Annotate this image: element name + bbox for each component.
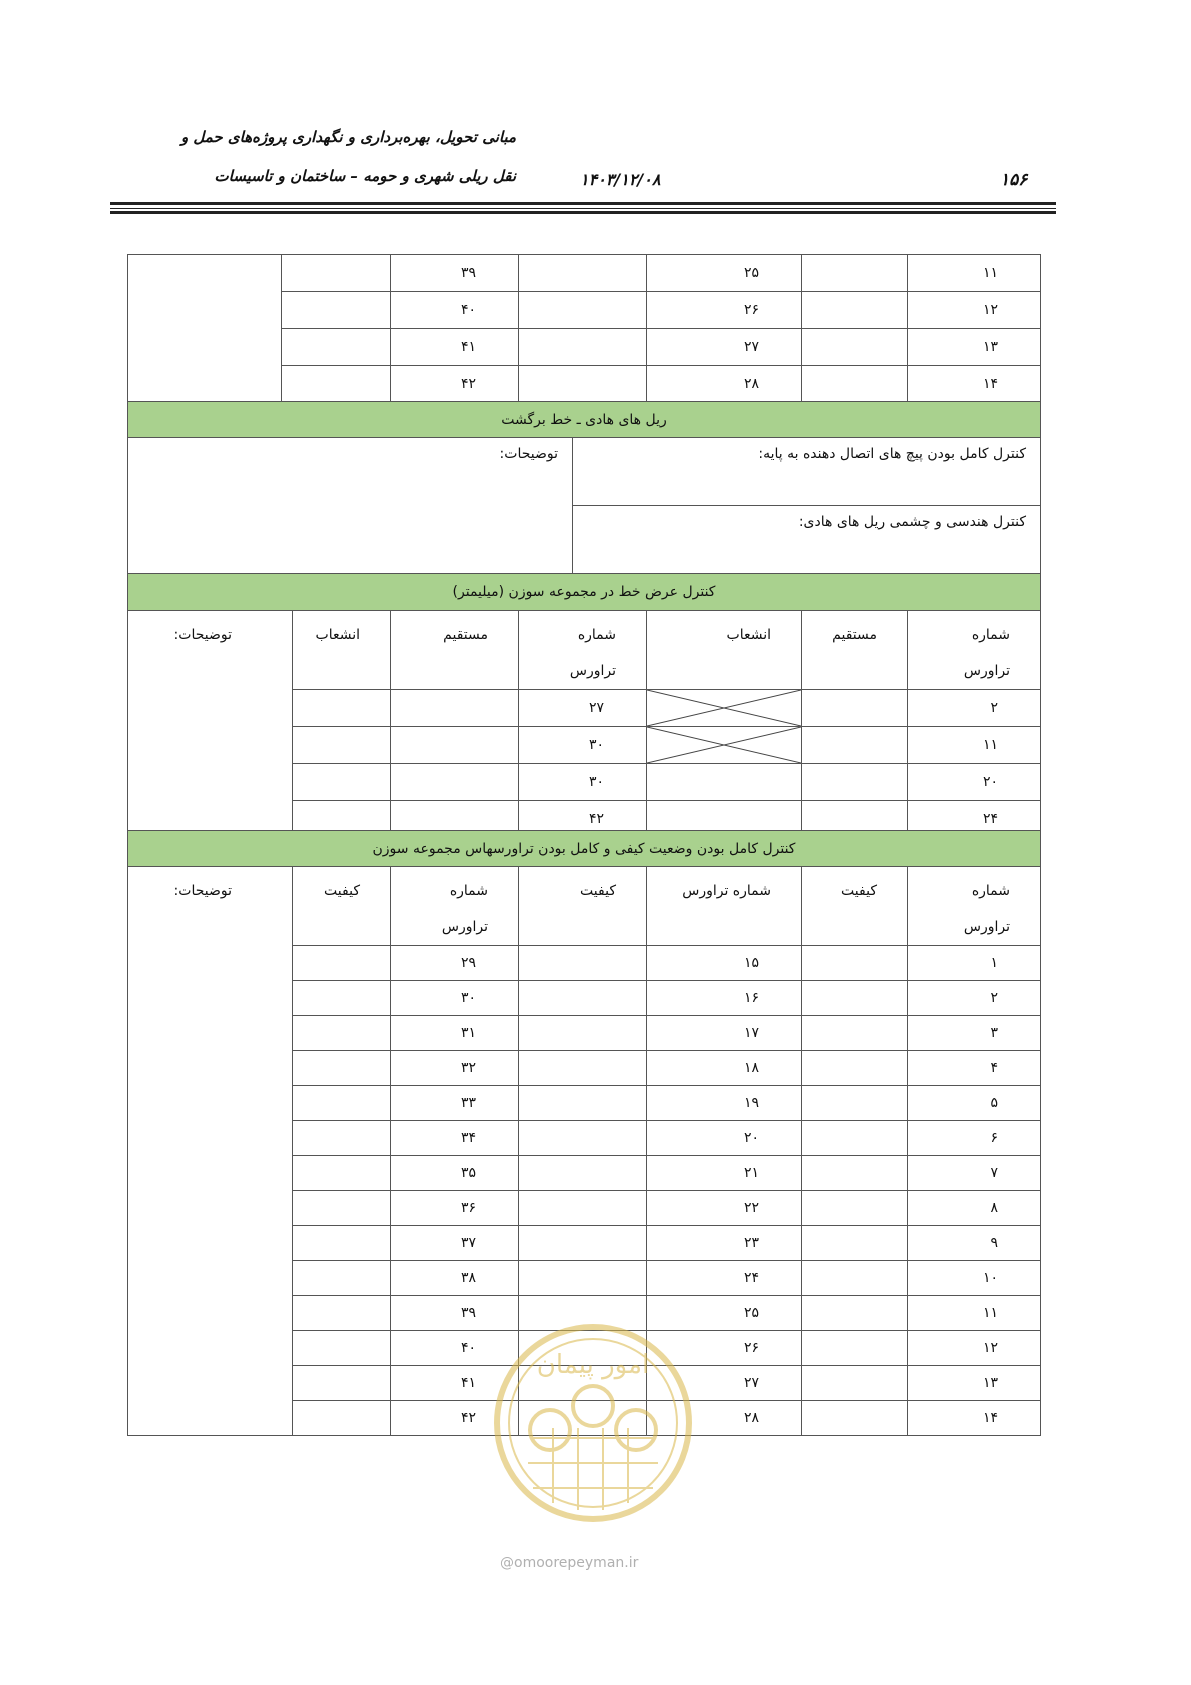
cell-empty [802,946,908,981]
cell-sleeper: ۲ [908,690,1041,727]
col-header-notes: توضیحات: [128,611,293,838]
cell-sleeper: ۳۷ [391,1226,519,1261]
col-header-sleeper: شماره تراورس [519,611,647,690]
col-header-branch: انشعاب [647,611,802,690]
guide-rails-notes: توضیحات: [128,438,573,574]
cell-empty [802,366,908,403]
cell-not-applicable [647,727,802,764]
cell-sleeper: ۲۶ [647,292,802,329]
cell-sleeper: ۱۱ [908,727,1041,764]
cell-sleeper: ۱۵ [647,946,802,981]
cell-sleeper: ۲۱ [647,1156,802,1191]
cell-sleeper: ۵ [908,1086,1041,1121]
cell-sleeper: ۲۰ [647,1121,802,1156]
cell-empty [519,1226,647,1261]
cell-empty [293,981,391,1016]
cell-empty [519,292,647,329]
cell-empty [519,255,647,292]
gauge-table [127,573,1041,838]
cell-empty [802,1121,908,1156]
cell-empty [519,981,647,1016]
cell-sleeper: ۱۴ [908,366,1041,403]
guide-rails-table [127,401,1041,574]
cell-empty [391,764,519,801]
cell-empty [391,727,519,764]
cell-empty [802,1086,908,1121]
cell-sleeper: ۸ [908,1191,1041,1226]
cell-empty [293,1331,391,1366]
col-header-straight: مستقیم [802,611,908,690]
header-date: ۱۴۰۳/۱۲/۰۸ [580,170,661,189]
section-title-gauge: کنترل عرض خط در مجموعه سوزن (میلیمتر) [128,574,1041,611]
cell-empty [802,764,908,801]
cell-sleeper: ۴ [908,1051,1041,1086]
top-continuation-table [127,254,1041,403]
cell-empty [802,1261,908,1296]
cell-empty [519,1261,647,1296]
cell-empty [802,1191,908,1226]
cell-sleeper: ۲۰ [908,764,1041,801]
cell-sleeper: ۳۲ [391,1051,519,1086]
cell-sleeper: ۲۸ [647,366,802,403]
section-title-guide-rails: ریل های هادی ـ خط برگشت [128,402,1041,438]
cell-sleeper: ۳۸ [391,1261,519,1296]
cell-empty [293,1086,391,1121]
cell-empty [519,1121,647,1156]
cell-empty [293,690,391,727]
section-title-quality: کنترل کامل بودن وضعیت کیفی و کامل بودن تراورسهاس مجموعه سوزن [128,831,1041,867]
cell-sleeper: ۳۶ [391,1191,519,1226]
cell-sleeper: ۱۲ [908,292,1041,329]
cell-empty [293,1121,391,1156]
guide-rails-check-bolts: کنترل کامل بودن پیچ های اتصال دهنده به پایه: [573,438,1041,506]
cell-empty [802,1331,908,1366]
header-rule [110,211,1056,214]
header-title-line1: مبانی تحویل، بهره‌برداری و نگهداری پروژه‌های حمل و [180,128,516,146]
cell-empty [802,1051,908,1086]
table-row [128,255,1041,292]
cell-empty [802,727,908,764]
cell-sleeper: ۴۱ [391,329,519,366]
cell-empty [802,1296,908,1331]
col-header-sleeper: شماره تراورس [908,611,1041,690]
watermark-text: @omoorepeyman.ir [500,1555,639,1571]
cell-sleeper: ۱۶ [647,981,802,1016]
col-header-straight: مستقیم [391,611,519,690]
cell-empty [293,727,391,764]
cell-empty [293,1366,391,1401]
cell-empty [293,1051,391,1086]
cell-empty [519,1051,647,1086]
cell-sleeper: ۴۲ [391,1401,519,1436]
cell-empty [802,329,908,366]
cell-sleeper: ۳۹ [391,255,519,292]
cell-sleeper: ۱۳ [908,1366,1041,1401]
col-header-sleeper: شماره تراورس [391,867,519,946]
cell-empty [519,366,647,403]
cell-empty [293,764,391,801]
cell-sleeper: ۱۹ [647,1086,802,1121]
cell-empty [293,1226,391,1261]
cell-empty [802,292,908,329]
cell-empty [282,329,391,366]
cell-sleeper: ۴۲ [519,801,647,838]
cell-sleeper: ۱ [908,946,1041,981]
cell-empty [802,1226,908,1261]
cell-empty [802,1401,908,1436]
cell-sleeper: ۳۴ [391,1121,519,1156]
cell-empty [282,292,391,329]
cell-sleeper: ۲۴ [908,801,1041,838]
cell-sleeper: ۳۰ [391,981,519,1016]
watermark-logo [488,1318,698,1548]
table-header-row [128,611,1041,690]
header-rule [110,202,1056,205]
col-header-sleeper: شماره تراورس [647,867,802,946]
cell-empty [293,1016,391,1051]
cell-empty [802,981,908,1016]
cell-sleeper: ۳۰ [519,764,647,801]
cell-sleeper: ۱۰ [908,1261,1041,1296]
col-header-quality: کیفیت [293,867,391,946]
cell-sleeper: ۴۰ [391,292,519,329]
cell-empty [293,1401,391,1436]
cell-sleeper: ۲۸ [647,1401,802,1436]
watermark-logo-text: امور پیمان [536,1350,650,1380]
cell-empty [519,1086,647,1121]
cell-empty [802,1366,908,1401]
cell-sleeper: ۱۸ [647,1051,802,1086]
col-header-branch: انشعاب [293,611,391,690]
cell-notes-blank [128,255,282,403]
cell-sleeper: ۳۹ [391,1296,519,1331]
cell-empty [391,690,519,727]
cell-empty [802,255,908,292]
cell-empty [282,255,391,292]
cell-sleeper: ۲۷ [519,690,647,727]
cell-sleeper: ۶ [908,1121,1041,1156]
cell-sleeper: ۳۰ [519,727,647,764]
col-header-notes: توضیحات: [128,867,293,1436]
cell-sleeper: ۲۹ [391,946,519,981]
col-header-sleeper: شماره تراورس [908,867,1041,946]
cell-sleeper: ۱۱ [908,255,1041,292]
cell-sleeper: ۲۶ [647,1331,802,1366]
header-rule [110,208,1056,209]
cell-sleeper: ۴۰ [391,1331,519,1366]
cell-sleeper: ۲۵ [647,255,802,292]
cell-empty [293,1296,391,1331]
cell-sleeper: ۱۷ [647,1016,802,1051]
cell-empty [293,1156,391,1191]
cell-sleeper: ۱۱ [908,1296,1041,1331]
cell-sleeper: ۲ [908,981,1041,1016]
cell-sleeper: ۱۲ [908,1331,1041,1366]
cell-empty [293,946,391,981]
cell-empty [802,1156,908,1191]
cell-sleeper: ۱۴ [908,1401,1041,1436]
cell-sleeper: ۲۷ [647,1366,802,1401]
header-title-line2: نقل ریلی شهری و حومه – ساختمان و تاسیسات [214,167,516,185]
cell-empty [519,1191,647,1226]
cell-sleeper: ۲۳ [647,1226,802,1261]
cell-empty [519,946,647,981]
cell-empty [519,329,647,366]
cell-sleeper: ۳۱ [391,1016,519,1051]
cell-sleeper: ۳۵ [391,1156,519,1191]
cell-sleeper: ۲۲ [647,1191,802,1226]
cell-empty [802,1016,908,1051]
cell-sleeper: ۳۳ [391,1086,519,1121]
page-number: ۱۵۶ [1000,170,1028,190]
cell-empty [519,1156,647,1191]
cell-sleeper: ۷ [908,1156,1041,1191]
cell-sleeper: ۴۱ [391,1366,519,1401]
cell-sleeper: ۴۲ [391,366,519,403]
table-header-row [128,867,1041,946]
cell-empty [647,764,802,801]
cell-empty [293,1261,391,1296]
cell-sleeper: ۳ [908,1016,1041,1051]
cell-empty [519,1016,647,1051]
col-header-quality: کیفیت [519,867,647,946]
guide-rails-check-geometry: کنترل هندسی و چشمی ریل های هادی: [573,506,1041,574]
cell-sleeper: ۲۵ [647,1296,802,1331]
cell-empty [802,690,908,727]
cell-empty [293,1191,391,1226]
col-header-quality: کیفیت [802,867,908,946]
cell-sleeper: ۹ [908,1226,1041,1261]
cell-sleeper: ۱۳ [908,329,1041,366]
cell-sleeper: ۲۷ [647,329,802,366]
cell-sleeper: ۲۴ [647,1261,802,1296]
cell-not-applicable [647,690,802,727]
cell-empty [282,366,391,403]
